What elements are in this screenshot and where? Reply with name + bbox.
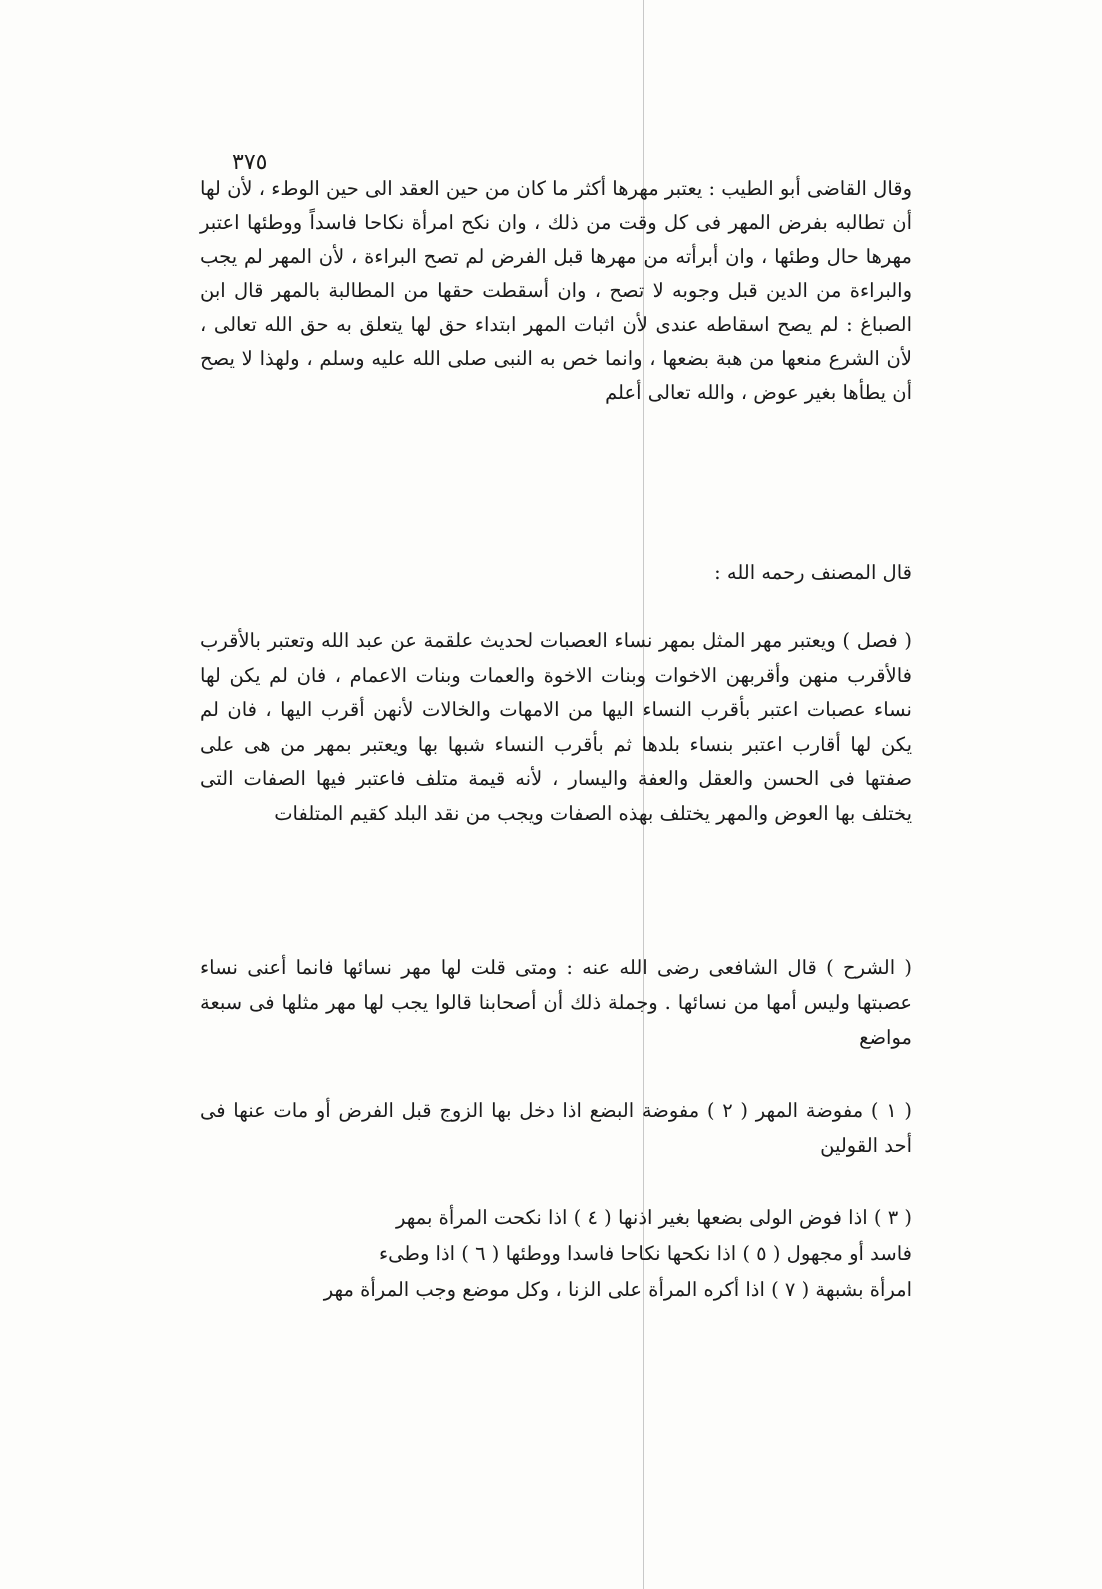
- paragraph-author-says: [200, 556, 912, 590]
- paragraph-text: ( الشرح ) قال الشافعى رضى الله عنه : ومتى قلت لها مهر نسائها فانما أعنى نساء عصبتها وليس أمها من نسائها . وجملة ذلك أن أصحابنا قالوا يجب لها مهر مثلها فى سبعة مواضع: [200, 956, 912, 1049]
- paragraph-text: قال المصنف رحمه الله :: [714, 561, 912, 584]
- paragraph-sharh: [200, 950, 912, 1055]
- paragraph-fasl-mahr-al-mithl: [200, 624, 912, 831]
- paragraph-text: ( ٣ ) اذا فوض الولى بضعها بغير اذنها ( ٤ ) اذا نكحت المرأة بمهر فاسد أو مجهول ( ٥ ) اذا نكحها نكاحا فاسدا ووطئها ( ٦ ) اذا وطىء امرأة بشبهة ( ٧ ) اذا أكره المرأة على الزنا ، وكل موضع وجب المرأة مهر: [323, 1206, 912, 1301]
- paragraph-qadi-abu-tayyib: [200, 172, 912, 410]
- page-number: ٣٧٥: [232, 150, 268, 175]
- paragraph-cases-1-2: [200, 1093, 912, 1163]
- paragraph-text: وقال القاضى أبو الطيب : يعتبر مهرها أكثر ما كان من حين العقد الى حين الوطء ، لأن لها أن تطالبه بفرض المهر فى كل وقت من ذلك ، وان نكح امرأة نكاحا فاسداً ووطئها اعتبر مهرها حال وطئها ، وان أبرأته من مهرها قبل الفرض لم تصح البراءة ، لأن المهر لم يجب والبراءة من الدين قبل وجوبه لا تصح ، وان أسقطت حقها من المطالبة بالمهر قال ابن الصباغ : لم يصح اسقاطه عندى لأن اثبات المهر ابتداء حق لها يتعلق به حق الله تعالى ، لأن الشرع منعها من هبة بضعها ، وانما خص به النبى صلى الله عليه وسلم ، ولهذا لا يصح أن يطأها بغير عوض ، والله تعالى أعلم: [200, 177, 912, 404]
- paragraph-text: ( ١ ) مفوضة المهر ( ٢ ) مفوضة البضع اذا دخل بها الزوج قبل الفرض أو مات عنها فى أحد القولين: [200, 1099, 912, 1157]
- paragraph-cases-3-7: [200, 1200, 912, 1308]
- paragraph-text: ( فصل ) ويعتبر مهر المثل بمهر نساء العصبات لحديث علقمة عن عبد الله وتعتبر بالأقرب فالأقرب منهن وأقربهن الاخوات وبنات الاخوة والعمات وبنات الاعمام ، فان لم يكن لها نساء عصبات اعتبر بأقرب النساء اليها من الامهات والخالات لأنهن أقرب اليها ، فان لم يكن لها أقارب اعتبر بنساء بلدها ثم بأقرب النساء شبها بها ويعتبر بمهر من هى على صفتها فى الحسن والعقل والعفة واليسار ، لأنه قيمة متلف فاعتبر فيها الصفات التى يختلف بها العوض والمهر يختلف بهذه الصفات ويجب من نقد البلد كقيم المتلفات: [200, 629, 912, 825]
